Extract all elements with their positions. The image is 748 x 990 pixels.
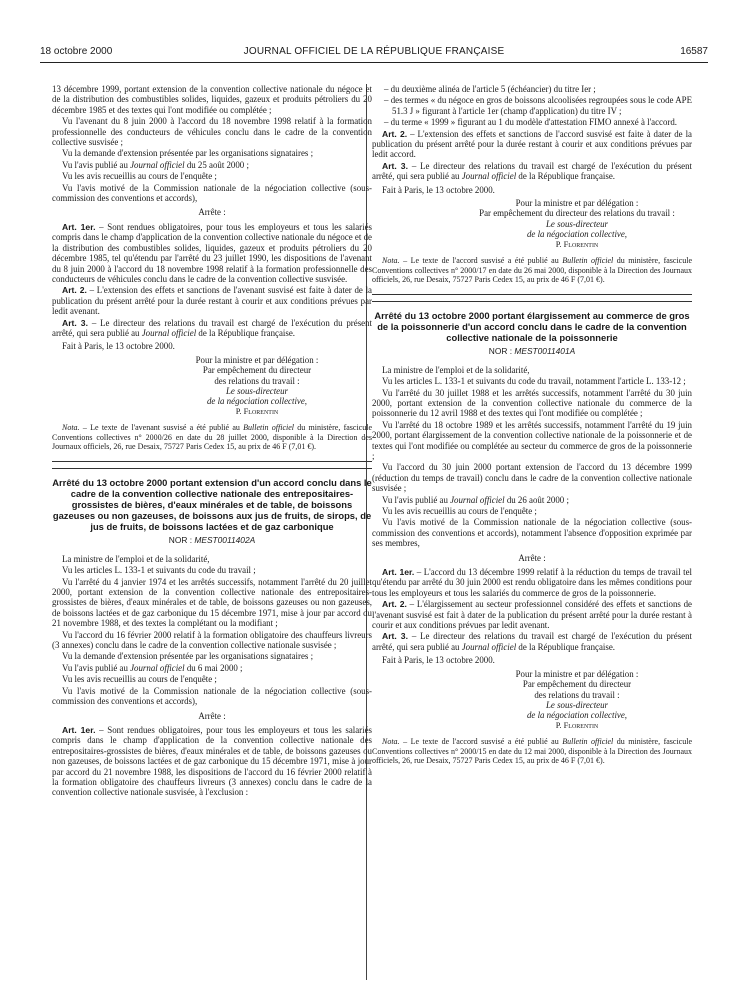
doc3-article-2 xyxy=(372,599,692,630)
doc1-vu-avis-suffix: du 25 août 2000 ; xyxy=(184,159,249,170)
doc2-article-3-text-b: de la République française. xyxy=(516,171,616,182)
doc3-nota-text-a: – Le texte de l'accord susvisé a été publié au xyxy=(399,737,563,747)
doc2-vu-avis-prefix: Vu l'avis publié au xyxy=(62,662,131,673)
doc2-nota-text-a: – Le texte de l'accord susvisé a été publié au xyxy=(399,256,563,266)
doc2-nor-code: MEST0011402A xyxy=(194,535,256,546)
doc1-paragraph-0: 13 décembre 1999, portant extension de la convention collective nationale du négoce et de la distribution des combustibles solides, liquides, gazeux et produits pétroliers du 20 décembre 1985 et des textes qui l'ont modifiée ou complétée ; xyxy=(52,84,372,115)
page-header xyxy=(40,44,708,63)
doc1-paragraph-1: Vu l'avenant du 8 juin 2000 à l'accord du 18 novembre 1998 relatif à la formation professionnelle des conducteurs de véhicules conclu dans le cadre de la convention collective susvisée ; xyxy=(52,116,372,148)
doc3-article-3-text-b: de la République française. xyxy=(516,641,616,652)
right-column xyxy=(372,84,692,982)
doc1-article-3-text-b: de la République française. xyxy=(196,327,296,338)
doc2-paragraph-1: Vu les articles L. 133-1 et suivants du code du travail ; xyxy=(62,565,256,576)
doc2-top-rule-2 xyxy=(52,468,372,469)
doc3-paragraph2-1: Vu l'avis motivé de la Commission nationale de la négociation collective (sous-commission des conventions et accords), notamment l'absence d'opposition exprimée par ses membres, xyxy=(372,517,692,549)
doc3-sig-line-2: des relations du travail : xyxy=(534,689,620,700)
doc1-nota-text-b: du ministère, fascicule Conventions collectives n° 2000/26 en date du 28 juillet 2000, disponible à la Direction des Journaux officiels, 26, rue Desaix, 75727 Paris Cedex 15, au prix de 46 F (7,01 €). xyxy=(52,423,372,451)
doc2-nota-text-b: du ministère, fascicule Conventions collectives n° 2000/17 en date du 26 mai 2000, disponible à la Direction des Journaux officiels, 26, rue Desaix, 75727 Paris Cedex 15, au prix de 46 F (7,01 €). xyxy=(372,256,692,284)
doc3-article-3-jo: Journal officiel xyxy=(461,641,517,652)
doc2-nota-label: Nota. xyxy=(382,256,400,266)
doc2-sig-italic-0: Le sous-directeur xyxy=(545,218,609,229)
doc1-nota-label: Nota. xyxy=(62,423,80,433)
doc1-sig-line-0: Pour la ministre et par délégation : xyxy=(195,354,319,365)
doc3-nor-label: NOR : xyxy=(488,346,515,357)
doc3-signature xyxy=(462,669,692,731)
doc2-paragraph-2: Vu l'arrêté du 4 janvier 1974 et les arrêtés successifs, notamment l'arrêté du 20 juillet 2000, portant extension de la convention collective nationale des entrepositaires-grossistes de bières, d'eaux minérales et de table, de boissons gazeuses ou non gazeuses, de boissons lactées et de gaz carbonique du 15 décembre 1971, mise à jour par accord du 21 novembre 1988, et des textes la complétant ou la modifiant ; xyxy=(52,576,372,629)
doc1-article-2-label: Art. 2. xyxy=(62,285,87,296)
doc2-vu-avis xyxy=(52,663,372,673)
doc2-paragraph2-0: Vu les avis recueillis au cours de l'enquête ; xyxy=(62,674,217,685)
doc2-article-1 xyxy=(52,725,372,798)
doc2-article-3-jo: Journal officiel xyxy=(461,171,517,182)
doc2-fait-a-paris: Fait à Paris, le 13 octobre 2000. xyxy=(382,184,495,195)
doc3-paragraph-0: La ministre de l'emploi et de la solidarité, xyxy=(382,364,530,375)
doc2-article-1-text: – Sont rendues obligatoires, pour tous les employeurs et tous les salariés compris dans le champ d'application de la convention collective nationale des entrepositaires-grossistes de bières, d'eaux minérales et de table, de boissons gazeuses ou non gazeuses, de boissons lactées et de gaz carbonique du 15 décembre 1971, mise à jour par accord du 21 novembre 1988, les dispositions de l'accord du 16 février 2000 relatif à la formation obligatoire des chauffeurs livreurs (3 annexes) conclu dans le cadre de la convention collective nationale susvisée, à l'exclusion : xyxy=(52,724,372,798)
doc2-article-3 xyxy=(372,161,692,182)
doc1-arrete-label: Arrête : xyxy=(198,207,226,218)
doc3-sig-italic-1: de la négociation collective, xyxy=(526,710,628,721)
doc3-article-1-text: – L'accord du 13 décembre 1999 relatif à la réduction du temps de travail tel qu'étendu par arrêté du 30 juin 2000 est rendu obligatoire dans les mêmes conditions pour tous les employeurs et tous les salariés du commerce de gros de la poissonnerie. xyxy=(372,567,692,598)
doc1-nota-text-a: – Le texte de l'avenant susvisé a été publié au xyxy=(79,423,244,433)
doc3-nor-code: MEST0011401A xyxy=(514,346,576,357)
doc2-exclusion-0: – du deuxième alinéa de l'article 5 (échéancier) du titre Ier ; xyxy=(384,84,596,94)
doc2-article-3-text-a: – Le directeur des relations du travail est chargé de l'exécution du présent arrêté, qui sera publié au xyxy=(372,160,692,182)
doc3-paragraph-1: Vu les articles L. 133-1 et suivants du code du travail, notamment l'article L. 133-12 ; xyxy=(382,376,686,387)
doc1-nota-bo: Bulletin officiel xyxy=(243,423,294,433)
doc2-sig-italic-1: de la négociation collective, xyxy=(526,229,628,240)
doc3-vu-avis xyxy=(372,495,692,505)
doc2-top-rule xyxy=(52,461,372,462)
doc3-article-2-label: Art. 2. xyxy=(382,599,407,610)
doc1-paragraph2-1: Vu l'avis motivé de la Commission nationale de la négociation collective (sous-commission des conventions et accords), xyxy=(52,182,372,204)
doc2-signature xyxy=(462,198,692,250)
doc3-vu-avis-suffix: du 26 août 2000 ; xyxy=(504,494,569,505)
header-title: JOURNAL OFFICIEL DE LA RÉPUBLIQUE FRANÇAISE xyxy=(243,46,505,57)
doc3-sig-name: P. Florentin xyxy=(555,720,599,730)
doc3-article-3 xyxy=(372,631,692,652)
doc3-article-3-label: Art. 3. xyxy=(382,631,408,642)
doc3-nota-label: Nota. xyxy=(382,737,400,747)
doc3-nota-text-b: du ministère, fascicule Conventions collectives n° 2000/15 en date du 12 mai 2000, disponible à la Direction des Journaux officiels, 26, rue Desaix, 75727 Paris Cedex 15, au prix de 46 F (7,01 €). xyxy=(372,737,692,765)
doc3-sig-line-0: Pour la ministre et par délégation : xyxy=(515,668,639,679)
doc3-arrete-label: Arrête : xyxy=(518,552,546,563)
doc2-sig-line-1: Par empêchement du directeur des relations du travail : xyxy=(479,208,675,219)
doc2-title: Arrêté du 13 octobre 2000 portant extension d'un accord conclu dans le cadre de la convention collective nationale des entrepositaires-grossistes de bières, d'eaux minérales et de table, de boissons gazeuses ou non gazeuses, de boissons aux jus de fruits, de sirops, de jus de fruits, de boissons lactées et de gaz carbonique xyxy=(52,477,372,533)
doc3-top-rule-2 xyxy=(372,301,692,302)
doc3-nota-bo: Bulletin officiel xyxy=(562,737,614,747)
doc3-sig-line-1: Par empêchement du directeur xyxy=(522,679,632,690)
doc2-sig-line-0: Pour la ministre et par délégation : xyxy=(515,198,639,209)
doc3-paragraph-3: Vu l'arrêté du 18 octobre 1989 et les arrêtés successifs, notamment l'arrêté du 19 juin 2000, portant élargissement de la convention collective nationale de la poissonnerie et de textes qui l'ont modifiée ou complétée au secteur du commerce de gros de la poissonnerie ; xyxy=(372,419,692,461)
doc1-article-1-label: Art. 1er. xyxy=(62,221,96,232)
doc2-article-2-label: Art. 2. xyxy=(382,128,408,139)
doc3-sig-italic-0: Le sous-directeur xyxy=(545,699,609,710)
doc2-article-3-label: Art. 3. xyxy=(382,160,408,171)
doc3-article-1-label: Art. 1er. xyxy=(382,567,415,578)
doc2-arrete-label: Arrête : xyxy=(198,710,226,721)
doc1-paragraph-2: Vu la demande d'extension présentée par les organisations signataires ; xyxy=(62,148,314,159)
header-date: 18 octobre 2000 xyxy=(40,46,113,57)
doc3-paragraph2-0: Vu les avis recueillis au cours de l'enquête ; xyxy=(382,506,537,516)
doc1-sig-italic-0: Le sous-directeur xyxy=(225,385,289,396)
doc2-paragraph-3: Vu l'accord du 16 février 2000 relatif à la formation obligatoire des chauffeurs livreurs (3 annexes) conclu dans le cadre de la convention collective nationale susvisée ; xyxy=(52,629,372,651)
doc3-article-3-text-a: – Le directeur des relations du travail est chargé de l'exécution du présent arrêté, qui sera publié au xyxy=(372,631,692,652)
doc3-article-1 xyxy=(372,567,692,598)
doc3-vu-avis-prefix: Vu l'avis publié au xyxy=(382,494,451,505)
doc2-paragraph-4: Vu la demande d'extension présentée par les organisations signataires ; xyxy=(62,651,314,662)
header-page-number: 16587 xyxy=(680,46,708,57)
doc1-sig-name: P. Florentin xyxy=(235,406,279,416)
doc3-nor xyxy=(372,346,692,356)
doc2-article-2 xyxy=(372,129,692,160)
doc1-fait-a-paris: Fait à Paris, le 13 octobre 2000. xyxy=(62,341,175,352)
doc2-exclusion-1: – des termes « du négoce en gros de boissons alcoolisées regroupées sous le code APE 51.3 J » figurant à l'article 1er (champ d'application) du titre IV ; xyxy=(384,95,692,116)
doc1-article-3-label: Art. 3. xyxy=(62,317,88,328)
doc3-title: Arrêté du 13 octobre 2000 portant élargissement au commerce de gros de la poissonnerie d'un accord conclu dans le cadre de la convention collective nationale de la poissonnerie xyxy=(374,310,690,344)
doc1-nota xyxy=(52,423,372,451)
doc1-article-3 xyxy=(52,318,372,339)
doc3-top-rule xyxy=(372,294,692,295)
doc2-sig-name: P. Florentin xyxy=(555,239,599,249)
doc1-article-3-text-a: – Le directeur des relations du travail est chargé de l'exécution du présent arrêté, qui sera publié au xyxy=(52,317,372,338)
doc1-sig-line-2: des relations du travail : xyxy=(214,375,300,386)
doc1-article-1-text: – Sont rendues obligatoires, pour tous les employeurs et tous les salariés compris dans le champ d'application de la convention collective nationale du négoce et de la distribution des combustibles solides, liquides, gazeux et produits pétroliers du 20 décembre 1985, tel qu'étendu par l'arrêté du 23 juillet 1990, les dispositions de l'avenant du 8 juin 2000 à l'accord du 18 novembre 1998 relatif à la formation professionnelle des conducteurs de véhicules conclu dans le cadre de la convention collective susvisée. xyxy=(52,221,372,284)
doc3-nota xyxy=(372,737,692,765)
doc1-signature xyxy=(142,355,372,417)
doc3-paragraph-2: Vu l'arrêté du 30 juillet 1988 et les arrêtés successifs, notamment l'arrêté du 30 juin 2000, portant extension de la convention collective nationale du commerce de la poissonnerie du 12 avril 1988 et des textes qui l'ont modifiée ou complétée ; xyxy=(372,387,692,419)
doc2-paragraph-0: La ministre de l'emploi et de la solidarité, xyxy=(62,553,210,564)
doc2-article-2-text: – L'extension des effets et sanctions de l'accord susvisé est faite à dater de la publication du présent arrêté pour la durée restant à courir et aux conditions prévues par ledit accord. xyxy=(372,128,692,160)
doc1-article-3-jo: Journal officiel xyxy=(141,327,197,338)
doc3-article-2-text: – L'élargissement au secteur professionnel considéré des effets et sanctions de l'avenant susvisé est fait à dater de la publication du présent arrêté pour la durée restant à courir et aux conditions prévues par ledit avenant. xyxy=(372,599,692,631)
doc3-fait-a-paris: Fait à Paris, le 13 octobre 2000. xyxy=(382,655,495,666)
doc1-article-1 xyxy=(52,222,372,284)
doc2-exclusion-2: – du terme « 1999 » figurant au 1 du modèle d'attestation FIMO annexé à l'accord. xyxy=(384,117,678,128)
doc1-vu-avis-prefix: Vu l'avis publié au xyxy=(62,159,131,170)
doc2-nor xyxy=(52,535,372,545)
doc1-sig-italic-1: de la négociation collective, xyxy=(206,396,308,407)
doc1-vu-avis xyxy=(52,160,372,170)
doc2-jo-italic: Journal officiel xyxy=(130,662,185,673)
doc2-article-1-label: Art. 1er. xyxy=(62,724,96,735)
doc1-paragraph2-0: Vu les avis recueillis au cours de l'enquête ; xyxy=(62,171,217,182)
doc1-sig-line-1: Par empêchement du directeur xyxy=(202,365,312,376)
left-column xyxy=(52,84,372,982)
doc2-nota-bo: Bulletin officiel xyxy=(562,256,614,266)
doc1-article-2-text: – L'extension des effets et sanctions de l'avenant susvisé est faite à dater de la publication du présent arrêté pour la durée restant à courir et aux conditions prévues par ledit avenant. xyxy=(52,285,372,317)
doc3-paragraph-4: Vu l'accord du 30 juin 2000 portant extension de l'accord du 13 décembre 1999 (réduction du temps de travail) conclu dans le cadre de la convention collective nationale susvisée ; xyxy=(372,462,692,494)
doc2-nota xyxy=(372,256,692,284)
doc3-jo-italic: Journal officiel xyxy=(450,494,505,505)
doc1-article-2 xyxy=(52,285,372,316)
doc2-vu-avis-suffix: du 6 mai 2000 ; xyxy=(184,662,243,673)
doc2-paragraph2-1: Vu l'avis motivé de la Commission nationale de la négociation collective (sous-commission des conventions et accords), xyxy=(52,685,372,707)
doc2-nor-label: NOR : xyxy=(168,535,195,546)
doc1-jo-italic: Journal officiel xyxy=(130,159,185,170)
